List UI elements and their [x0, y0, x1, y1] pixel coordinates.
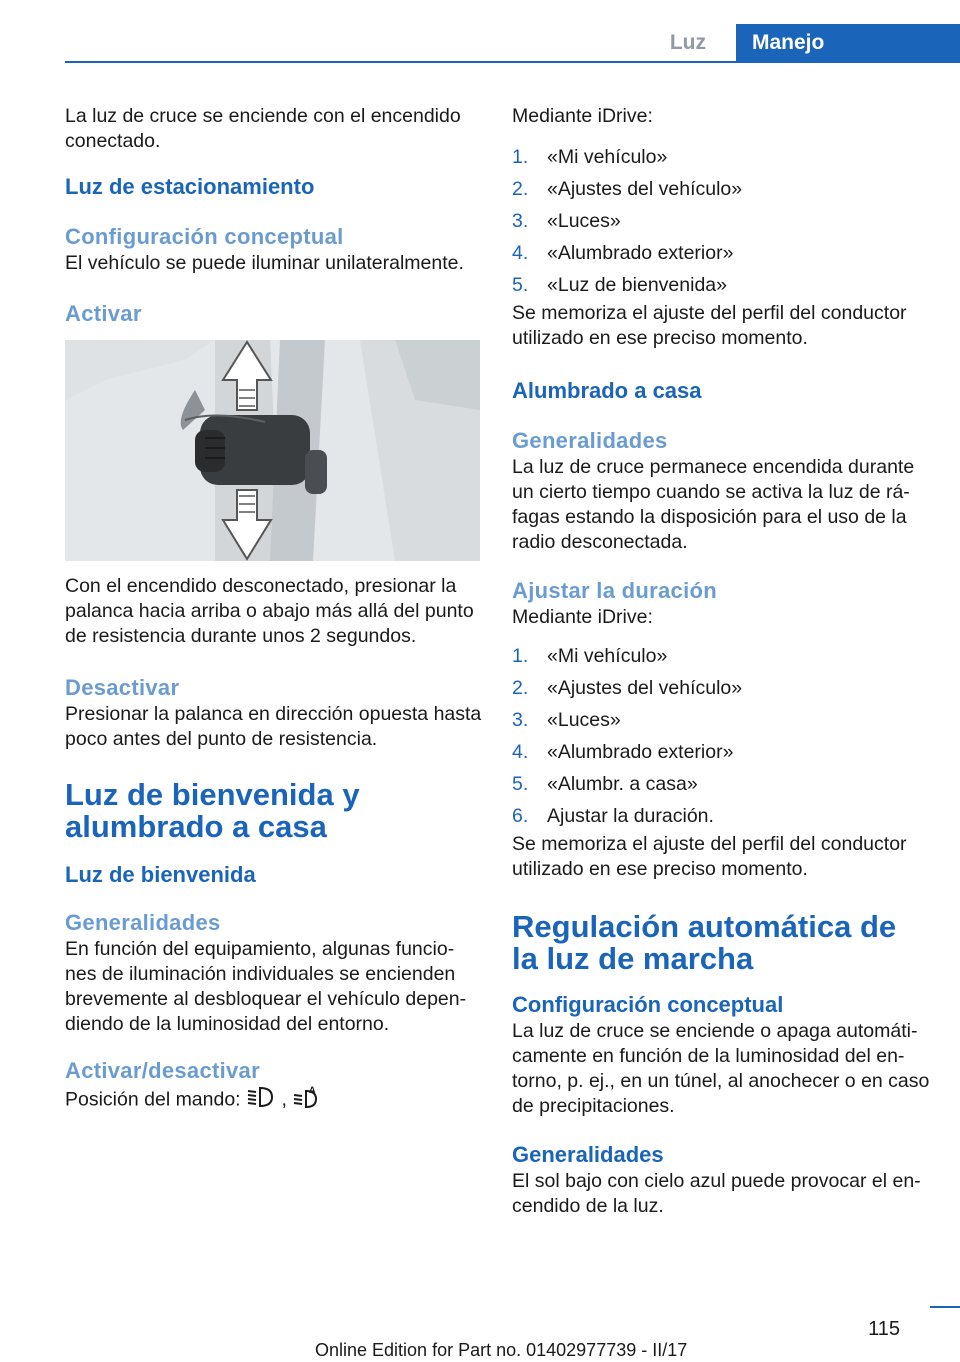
heading-on-off: Activar/desactivar	[65, 1058, 260, 1083]
memo-text-1: Se memoriza el ajuste del perfil del conductor utilizado en ese preciso momento.	[512, 302, 907, 349]
memo-text-2: Se memoriza el ajuste del perfil del conductor utilizado en ese preciso momento.	[512, 833, 907, 880]
section-tab: Luz	[669, 31, 706, 54]
heading-concept-right: Configuración conceptual	[512, 992, 784, 1017]
left-column	[65, 100, 485, 1116]
lever-illustration	[65, 340, 480, 561]
svg-text:A: A	[309, 1085, 316, 1095]
low-beam-icon	[246, 1085, 276, 1116]
heading-general-right: Generalidades	[512, 428, 668, 453]
heading-activate: Activar	[65, 301, 142, 326]
auto-light-icon	[292, 1085, 322, 1116]
heading-welcome-home: Luz de bienvenida y alumbrado a casa	[65, 777, 360, 844]
heading-general2: Generalidades	[512, 1142, 664, 1167]
heading-duration: Ajustar la duración	[512, 578, 717, 603]
chapter-tab: Manejo	[736, 24, 960, 61]
heading-parking-light: Luz de estacionamiento	[65, 174, 315, 199]
position-separator: ,	[281, 1088, 287, 1111]
heading-deactivate: Desactivar	[65, 675, 180, 700]
home-text: La luz de cruce permanece encendida durante un cierto tiempo cuando se activa la luz de rá‐ fagas estando la disposición para el uso de la radio desconectada.	[512, 456, 915, 553]
list-item: 6. Ajustar la duración.	[512, 805, 714, 827]
list-item: 5. «Luz de bienvenida»	[512, 274, 727, 296]
right-column	[512, 100, 930, 1219]
footer-rule	[930, 1306, 960, 1308]
concept-text-right: La luz de cruce se enciende o apaga automáti‐ camente en función de la luminosidad del en‐ torno, p. ej., en un túnel, al anochecer o en caso de precipitaciones.	[512, 1020, 930, 1117]
heading-concept: Configuración conceptual	[65, 224, 344, 249]
page-header	[65, 24, 960, 63]
duration-steps-list	[512, 644, 930, 832]
list-item: 3. «Luces»	[512, 709, 621, 731]
idrive-label-1: Mediante iDrive:	[512, 105, 653, 127]
deactivate-text: Presionar la palanca en dirección opuesta hasta poco antes del punto de resistencia.	[65, 703, 482, 750]
idrive-label-2: Mediante iDrive:	[512, 606, 653, 628]
list-item: 4. «Alumbrado exterior»	[512, 741, 734, 763]
list-item: 4. «Alumbrado exterior»	[512, 242, 734, 264]
heading-home-light: Alumbrado a casa	[512, 378, 702, 403]
list-item: 1. «Mi vehículo»	[512, 146, 668, 168]
concept-text: El vehículo se puede iluminar unilateralmente.	[65, 252, 464, 274]
general2-text: El sol bajo con cielo azul puede provocar el en‐ cendido de la luz.	[512, 1170, 921, 1217]
heading-auto-regulation: Regulación automática de la luz de marcha	[512, 909, 897, 976]
page-number: 115	[868, 1318, 900, 1340]
list-item: 3. «Luces»	[512, 210, 621, 232]
edition-footer: Online Edition for Part no. 01402977739 - II/17	[315, 1340, 688, 1360]
activate-text: Con el encendido desconectado, presionar la palanca hacia arriba o abajo más allá del punto de resistencia durante unos 2 segundos.	[65, 575, 474, 647]
position-line	[65, 1085, 485, 1116]
heading-general: Generalidades	[65, 910, 221, 935]
list-item: 2. «Ajustes del vehículo»	[512, 178, 743, 200]
list-item: 1. «Mi vehículo»	[512, 645, 668, 667]
welcome-steps-list	[512, 145, 930, 301]
heading-welcome-light: Luz de bienvenida	[65, 862, 256, 887]
list-item: 5. «Alumbr. a casa»	[512, 773, 698, 795]
list-item: 2. «Ajustes del vehículo»	[512, 677, 743, 699]
position-label: Posición del mando:	[65, 1088, 241, 1111]
general-text: En función del equipamiento, algunas funcio‐ nes de iluminación individuales se encienden brevemente al desbloquear el vehículo depen‐ diendo de la luminosidad del entorno.	[65, 938, 467, 1035]
intro-text: La luz de cruce se enciende con el encendido conectado.	[65, 105, 461, 152]
